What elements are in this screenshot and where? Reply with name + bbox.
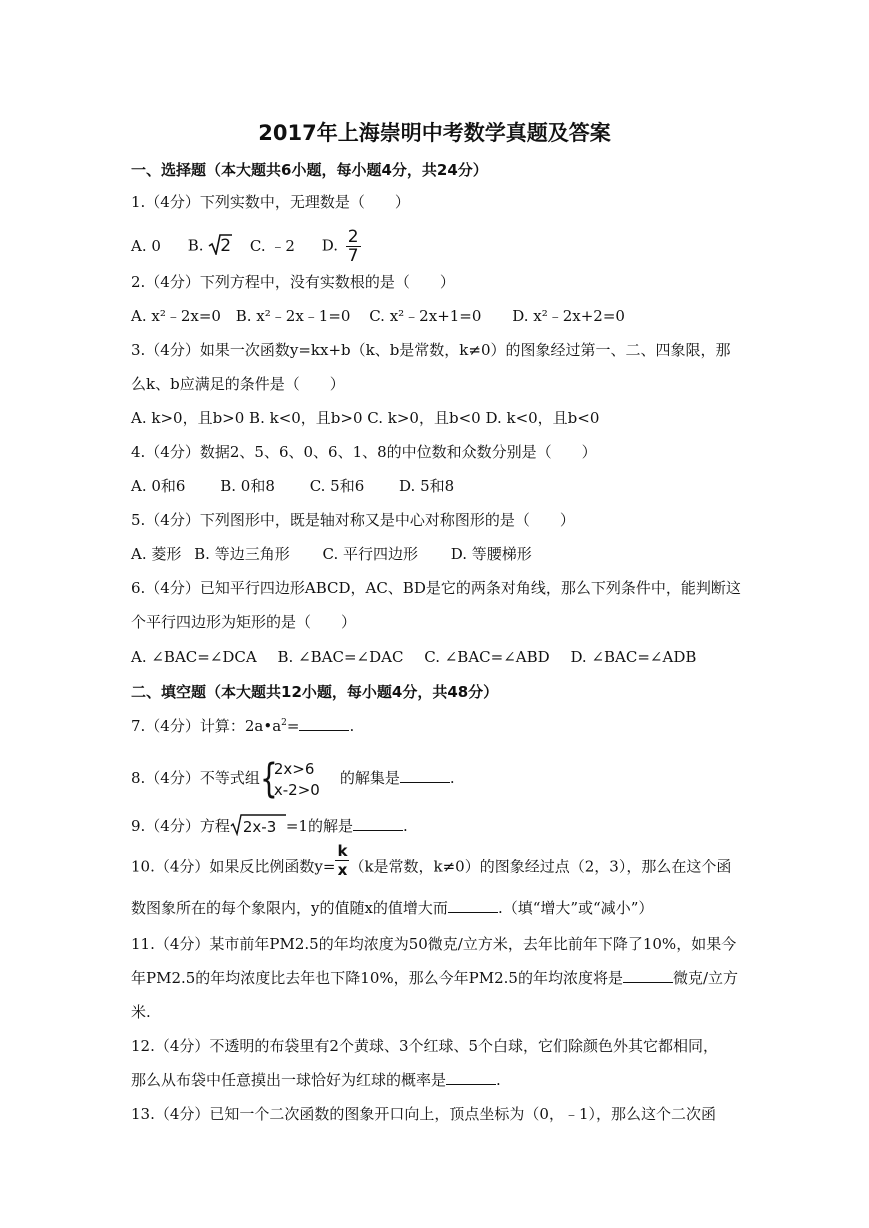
- inequality-row-1: 2x>6: [273, 760, 315, 778]
- equals-sign: =: [286, 717, 300, 735]
- option-d: D. x²﹣2x+2=0: [512, 307, 625, 325]
- question-10-line-2-text: 数图象所在的每个象限内，y的值随x的值增大而: [131, 899, 448, 917]
- option-a: A. 0: [131, 236, 161, 255]
- question-7: [131, 716, 354, 736]
- question-1-stem: 1.（4分）下列实数中，无理数是（ ）: [131, 193, 410, 211]
- option-a: A. 0和6: [131, 477, 186, 495]
- question-1-options: [131, 228, 361, 265]
- option-a: A. ∠BAC=∠DCA: [131, 648, 257, 666]
- question-5-stem: 5.（4分）下列图形中，既是轴对称又是中心对称图形的是（ ）: [131, 511, 575, 529]
- option-c: C. 平行四边形: [322, 545, 418, 563]
- radical-sign-icon: [230, 814, 286, 836]
- question-11-line-1: 11.（4分）某市前年PM2.5的年均浓度为50微克/立方米，去年比前年下降了10%，如果今: [131, 935, 737, 953]
- question-9-suffix: =1的解是: [285, 817, 353, 835]
- answer-blank: [448, 898, 498, 913]
- option-a: A. x²﹣2x=0: [131, 307, 221, 325]
- question-5-options: [131, 544, 554, 564]
- option-c: C. ∠BAC=∠ABD: [424, 648, 550, 666]
- inequality-system: [259, 756, 340, 802]
- option-d: D. ∠BAC=∠ADB: [570, 648, 697, 666]
- question-6-line-1: 6.（4分）已知平行四边形ABCD，AC、BD是它的两条对角线，那么下列条件中，能判断这: [131, 579, 741, 597]
- question-10-prefix: 10.（4分）如果反比例函数y=: [131, 857, 336, 876]
- question-12-line-1: 12.（4分）不透明的布袋里有2个黄球、3个红球、5个白球，它们除颜色外其它都相同，: [131, 1037, 719, 1055]
- question-9: [131, 816, 408, 837]
- option-d: D. 等腰梯形: [450, 545, 532, 563]
- question-12-line-2: [131, 1070, 501, 1090]
- question-8: [131, 756, 455, 800]
- sqrt-radicand: 2: [220, 235, 232, 256]
- question-6-options: [131, 647, 718, 667]
- question-4-stem: 4.（4分）数据2、5、6、0、6、1、8的中位数和众数分别是（ ）: [131, 443, 597, 461]
- question-12-line-2-text: 那么从布袋中任意摸出一球恰好为红球的概率是: [131, 1071, 447, 1089]
- question-10-line-2: [131, 898, 653, 918]
- question-11-unit: 微克/立方: [672, 969, 739, 987]
- inequality-row-2: x-2>0: [273, 781, 320, 799]
- answer-blank: [400, 768, 450, 783]
- exponent: 2: [281, 718, 287, 728]
- question-13-line-1: 13.（4分）已知一个二次函数的图象开口向上，顶点坐标为（0，﹣1），那么这个二次函: [131, 1105, 716, 1123]
- question-7-prefix: 7.（4分）计算：2a•a: [131, 717, 282, 735]
- question-4-options: [131, 476, 476, 496]
- question-9-prefix: 9.（4分）方程: [131, 817, 230, 835]
- page-title: 2017年上海崇明中考数学真题及答案: [258, 121, 611, 145]
- question-11-line-2-text: 年PM2.5的年均浓度比去年也下降10%，那么今年PM2.5的年均浓度将是: [131, 969, 623, 987]
- option-b: B. ∠BAC=∠DAC: [277, 648, 404, 666]
- option-b-label: B.: [187, 236, 204, 255]
- option-a: A. 菱形: [131, 545, 182, 563]
- option-b: B. x²﹣2x﹣1=0: [235, 307, 351, 325]
- option-b: B. 0和8: [220, 477, 275, 495]
- answer-blank: [353, 816, 403, 831]
- question-11-line-3: 米.: [131, 1003, 151, 1021]
- fraction-numerator: 2: [347, 227, 359, 247]
- section-heading-fill-in: 二、填空题（本大题共12小题，每小题4分，共48分）: [131, 683, 499, 701]
- fraction: [335, 842, 349, 879]
- question-2-stem: 2.（4分）下列方程中，没有实数根的是（ ）: [131, 273, 455, 291]
- answer-blank: [446, 1070, 496, 1085]
- option-c: C. ﹣2: [249, 236, 295, 255]
- question-10-line-1: [131, 842, 732, 879]
- section-heading-choice: 一、选择题（本大题共6小题，每小题4分，共24分）: [131, 161, 488, 179]
- answer-blank: [623, 968, 673, 983]
- fraction-denominator: x: [337, 861, 348, 879]
- option-d: D. 5和8: [399, 477, 455, 495]
- question-10-suffix: （k是常数，k≠0）的图象经过点（2，3），那么在这个函: [349, 857, 732, 876]
- period: .: [496, 1071, 501, 1089]
- option-c: C. 5和6: [309, 477, 365, 495]
- option-b: B. 等边三角形: [194, 545, 290, 563]
- fraction-numerator: k: [337, 842, 348, 860]
- answer-blank: [299, 716, 349, 731]
- sqrt-expression: [230, 817, 286, 837]
- left-brace: {: [259, 756, 278, 802]
- option-c: C. x²﹣2x+1=0: [369, 307, 482, 325]
- option-d-label: D.: [321, 236, 338, 255]
- period: .: [449, 769, 455, 787]
- question-6-line-2: 个平行四边形为矩形的是（ ）: [131, 613, 357, 631]
- sqrt-radicand: 2x-3: [242, 818, 277, 836]
- question-3-options: A. k>0，且b>0 B. k<0，且b>0 C. k>0，且b<0 D. k<0，且b<0: [131, 409, 600, 427]
- fraction: [346, 228, 361, 265]
- question-3-line-2: 么k、b应满足的条件是（ ）: [131, 375, 345, 393]
- question-10-hint: .（填“增大”或“减小”）: [497, 899, 654, 917]
- fraction-denominator: 7: [347, 246, 359, 266]
- period: .: [349, 717, 355, 735]
- question-11-line-2: [131, 968, 738, 988]
- question-8-prefix: 8.（4分）不等式组: [131, 769, 260, 787]
- question-2-options: [131, 306, 647, 326]
- question-8-suffix: 的解集是: [339, 769, 400, 787]
- question-3-line-1: 3.（4分）如果一次函数y=kx+b（k、b是常数，k≠0）的图象经过第一、二、四象限，那: [131, 341, 731, 359]
- period: .: [402, 817, 408, 835]
